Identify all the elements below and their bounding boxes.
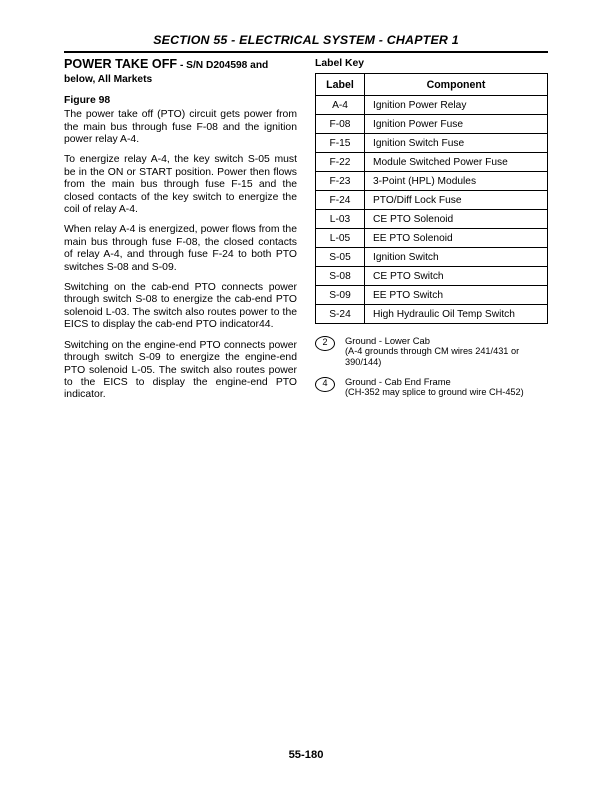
cell-component: High Hydraulic Oil Temp Switch [365, 305, 548, 324]
cell-label: A-4 [316, 96, 365, 115]
table-caption: Label Key [315, 58, 365, 69]
ground-note [315, 376, 548, 398]
cell-label: F-15 [316, 134, 365, 153]
figure-label: Figure 98 [64, 95, 111, 107]
cell-component: PTO/Diff Lock Fuse [365, 191, 548, 210]
table-row [316, 96, 548, 115]
table-row [316, 172, 548, 191]
cell-label: S-05 [316, 248, 365, 267]
cell-label: F-24 [316, 191, 365, 210]
callout-number-icon: 4 [315, 377, 335, 392]
header-rule [64, 51, 548, 53]
page-title-main: POWER TAKE OFF [64, 57, 178, 71]
table-row [316, 267, 548, 286]
table-row [316, 153, 548, 172]
page-title [64, 58, 297, 86]
right-table-column [315, 58, 548, 405]
cell-label: F-23 [316, 172, 365, 191]
table-row [316, 134, 548, 153]
cell-component: Module Switched Power Fuse [365, 153, 548, 172]
ground-note-title: Ground - Lower Cab [345, 335, 430, 346]
column-header-label: Label [316, 74, 365, 96]
table-row [316, 191, 548, 210]
ground-note-title: Ground - Cab End Frame [345, 375, 451, 387]
table-row [316, 210, 548, 229]
column-header-component: Component [365, 74, 548, 96]
table-row [316, 305, 548, 324]
ground-note-body [345, 376, 524, 398]
body-paragraph: To energize relay A-4, the key switch S-05 must be in the ON or START position. Power then flows from the main bus through fuse F-15 and the closed contacts of the key switch to energize the coil of relay A-4. [64, 154, 297, 216]
cell-component: Ignition Switch Fuse [365, 134, 548, 153]
cell-component: Ignition Power Fuse [365, 115, 548, 134]
cell-component: 3-Point (HPL) Modules [365, 172, 548, 191]
cell-label: S-09 [316, 286, 365, 305]
cell-label: S-24 [316, 305, 365, 324]
label-key-table [315, 73, 548, 324]
running-header: SECTION 55 - ELECTRICAL SYSTEM - CHAPTER 1 [153, 33, 459, 47]
ground-note-body [345, 335, 548, 369]
ground-notes [315, 335, 548, 398]
table-row [316, 248, 548, 267]
callout-number-icon: 2 [315, 336, 335, 351]
body-paragraph: The power take off (PTO) circuit gets power from the main bus through fuse F-08 and the ignition power relay A-4. [64, 109, 297, 145]
cell-component: EE PTO Solenoid [365, 229, 548, 248]
cell-component: CE PTO Solenoid [365, 210, 548, 229]
cell-component: CE PTO Switch [365, 267, 548, 286]
table-body [316, 96, 548, 324]
cell-label: S-08 [316, 267, 365, 286]
body-paragraph: Switching on the engine-end PTO connects power through switch S-09 to energize the engine-end PTO solenoid L-05. The switch also routes power to the EICS to display the engine-end PTO indicator. [64, 339, 297, 401]
cell-label: L-05 [316, 229, 365, 248]
cell-label: F-22 [316, 153, 365, 172]
ground-note [315, 335, 548, 369]
left-text-column [64, 58, 297, 402]
cell-label: F-08 [316, 115, 365, 134]
page-footer: 55-180 [288, 749, 324, 761]
ground-note-detail: (CH-352 may splice to ground wire CH-452) [345, 386, 524, 397]
cell-component: EE PTO Switch [365, 286, 548, 305]
table-row [316, 115, 548, 134]
page-title-sub: - S/N D204598 and below, All Markets [64, 60, 269, 85]
ground-note-detail: (A-4 grounds through CM wires 241/431 or 390/144) [345, 346, 520, 368]
body-paragraph: When relay A-4 is energized, power flows from the main bus through fuse F-08, the closed contacts of relay A-4, and through fuse F-24 to both PTO switches S-08 and S-09. [64, 224, 297, 273]
cell-component: Ignition Power Relay [365, 96, 548, 115]
table-row [316, 286, 548, 305]
cell-component: Ignition Switch [365, 248, 548, 267]
table-header-row [316, 74, 548, 96]
body-paragraph: Switching on the cab-end PTO connects power through switch S-08 to energize the cab-end PTO solenoid L-03. The switch also routes power to the EICS to display the cab-end PTO indicator44. [64, 282, 297, 331]
cell-label: L-03 [316, 210, 365, 229]
table-row [316, 229, 548, 248]
